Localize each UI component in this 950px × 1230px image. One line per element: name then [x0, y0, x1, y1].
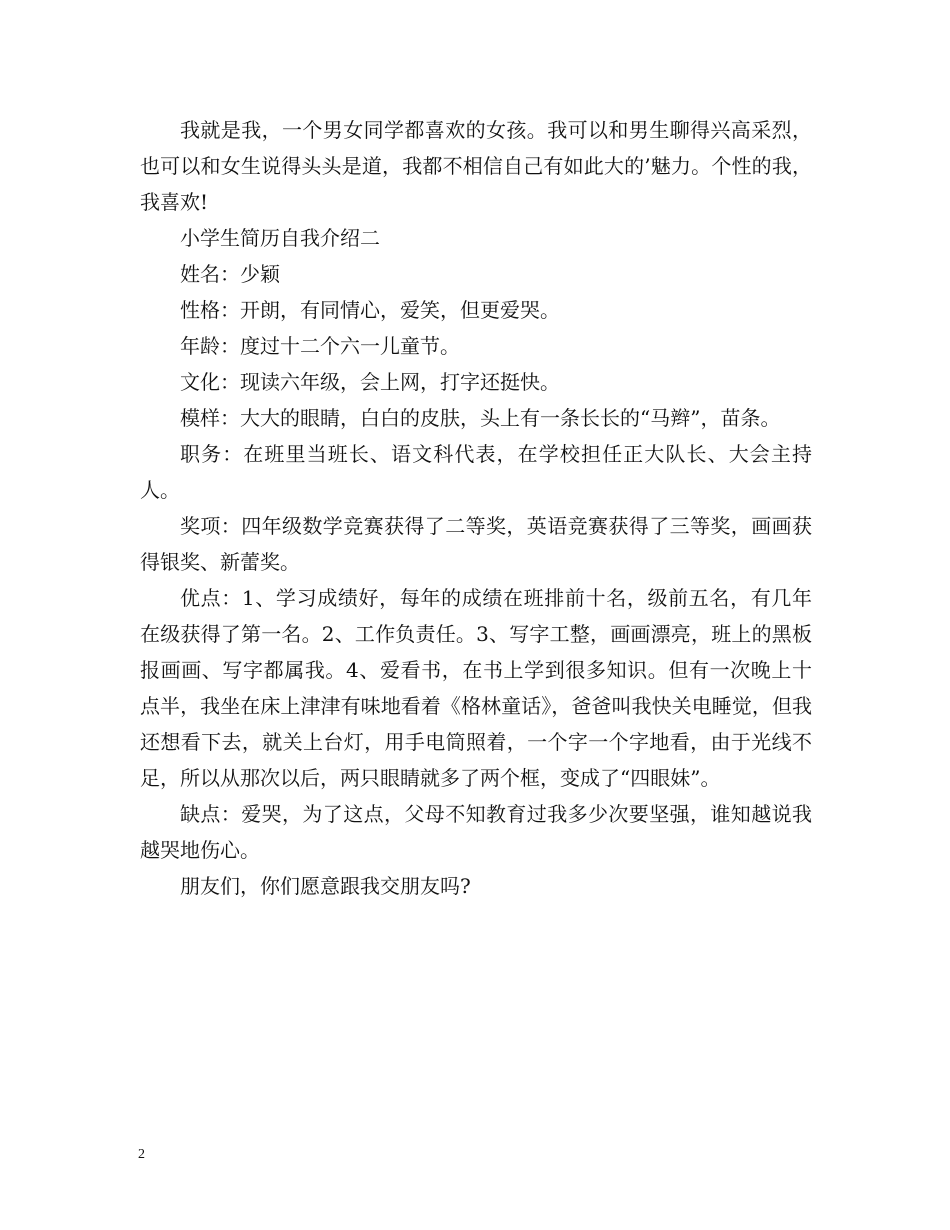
- paragraph-name: 姓名：少颖: [180, 262, 280, 286]
- paragraph-awards: 奖项：四年级数学竞赛获得了二等奖，英语竞赛获得了三等奖，画画获得银奖、新蕾奖。: [140, 514, 812, 574]
- paragraph-personality: 性格：开朗，有同情心，爱笑，但更爱哭。: [180, 298, 560, 322]
- page-number: 2: [138, 1147, 145, 1162]
- paragraph-duties: 职务：在班里当班长、语文科代表，在学校担任正大队长、大会主持人。: [140, 442, 812, 502]
- document-body: [140, 112, 812, 904]
- paragraph-closing: 朋友们，你们愿意跟我交朋友吗?: [180, 874, 471, 898]
- paragraph-weaknesses: 缺点：爱哭，为了这点，父母不知教育过我多少次要坚强，谁知越说我越哭地伤心。: [140, 802, 812, 862]
- paragraph-education: 文化：现读六年级，会上网，打字还挺快。: [180, 370, 560, 394]
- paragraph-appearance: 模样：大大的眼睛，白白的皮肤，头上有一条长长的“马辫”，苗条。: [180, 406, 781, 430]
- section-heading: 小学生简历自我介绍二: [180, 226, 380, 250]
- paragraph-strengths: 优点：1、学习成绩好，每年的成绩在班排前十名，级前五名，有几年在级获得了第一名。2、工作负责任。3、写字工整，画画漂亮，班上的黑板报画画、写字都属我。4、爱看书，在书上学到很多知识。但有一次晚上十点半，我坐在床上津津有味地看着《格林童话》，爸爸叫我快关电睡觉，但我还想看下去，就关上台灯，用手电筒照着，一个字一个字地看，由于光线不足，所以从那次以后，两只眼睛就多了两个框，变成了“四眼妹”。: [140, 586, 812, 790]
- paragraph-age: 年龄：度过十二个六一儿童节。: [180, 334, 460, 358]
- paragraph-intro: 我就是我，一个男女同学都喜欢的女孩。我可以和男生聊得兴高采烈，也可以和女生说得头头是道，我都不相信自己有如此大的’魅力。个性的我，我喜欢!: [140, 118, 812, 214]
